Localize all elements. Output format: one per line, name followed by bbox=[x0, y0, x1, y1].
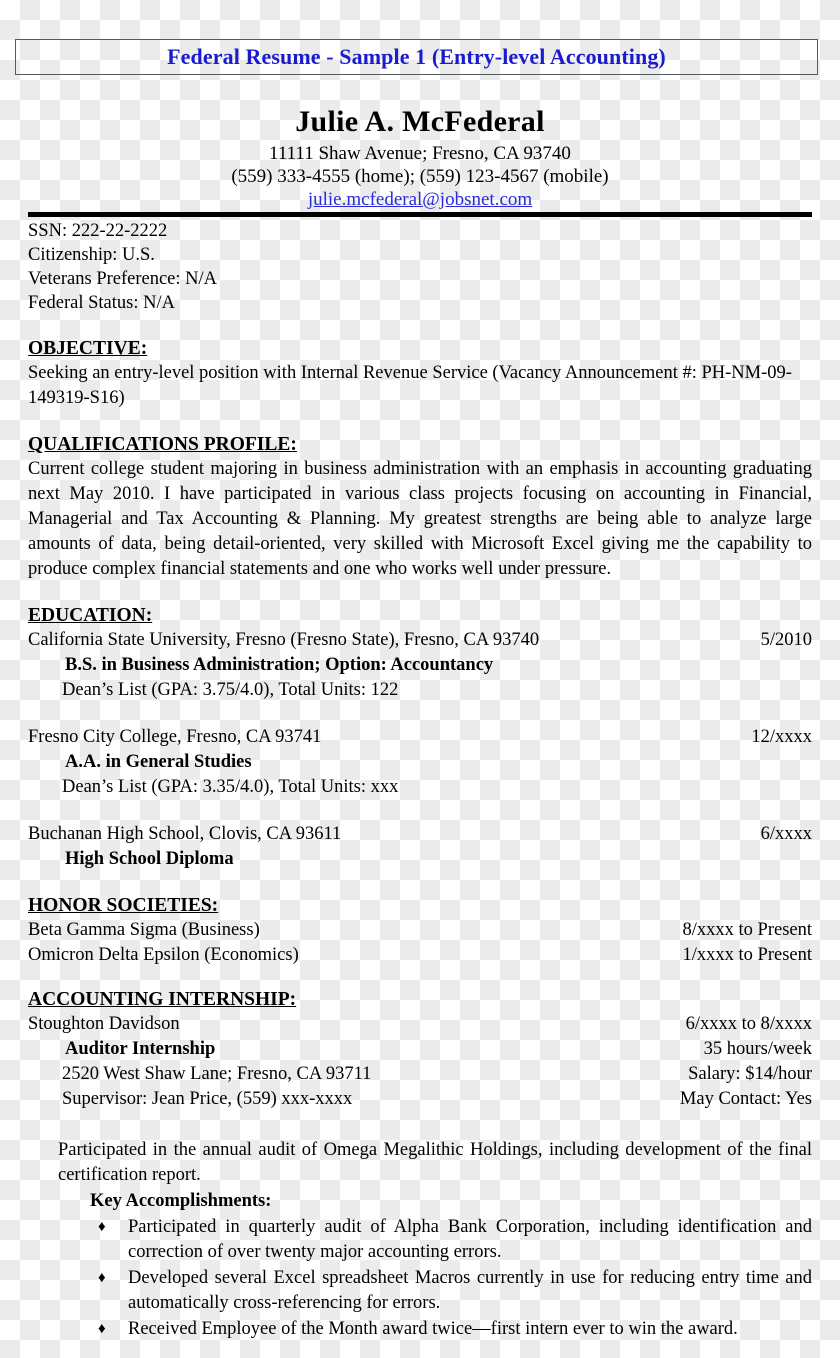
education-school-row bbox=[28, 725, 812, 750]
education-school-row bbox=[28, 628, 812, 653]
resume-body bbox=[28, 219, 812, 1342]
education-date: 12/xxxx bbox=[751, 727, 812, 747]
objective-section bbox=[28, 337, 812, 411]
internship-position-row bbox=[28, 1037, 812, 1062]
qualifications-text: Current college student majoring in business administration with an emphasis in accounting graduating next May 2010. I have participated in various class projects focusing on accounting in Financial, Managerial and Tax Accounting & Planning. My greatest strengths are being able to analyze large amounts of data, being detail-oriented, very skilled with Microsoft Excel giving me the capability to produce complex financial statements and one who works well under pressure. bbox=[28, 459, 812, 579]
candidate-phones: (559) 333-4555 (home); (559) 123-4567 (mobile) bbox=[231, 166, 609, 187]
list-item-text: Participated in quarterly audit of Alpha Bank Corporation, including identification and correction of over twenty major accounting errors. bbox=[128, 1217, 812, 1262]
diamond-bullet-icon: ♦ bbox=[98, 1219, 106, 1235]
internship-hours: 35 hours/week bbox=[703, 1039, 812, 1059]
internship-address-row bbox=[28, 1062, 812, 1087]
qualifications-heading: QUALIFICATIONS PROFILE: bbox=[28, 434, 297, 455]
objective-heading: OBJECTIVE: bbox=[28, 338, 148, 359]
internship-may-contact: May Contact: Yes bbox=[679, 1089, 812, 1109]
banner-title-text: Federal Resume - Sample 1 (Entry-level Accounting) bbox=[167, 44, 666, 69]
internship-address: 2520 West Shaw Lane; Fresno, CA 93711 bbox=[62, 1064, 372, 1084]
veterans-preference-line: Veterans Preference: N/A bbox=[28, 269, 218, 289]
honor-society-date: 1/xxxx to Present bbox=[682, 945, 812, 965]
spacer bbox=[28, 800, 812, 822]
objective-text: Seeking an entry-level position with Internal Revenue Service (Vacancy Announcement #: PH-NM-09-149319-S16) bbox=[28, 363, 792, 408]
list-item bbox=[28, 1266, 812, 1316]
federal-status-line: Federal Status: N/A bbox=[28, 293, 175, 313]
key-accomplishments-heading: Key Accomplishments: bbox=[90, 1191, 272, 1211]
key-accomplishments-list bbox=[28, 1215, 812, 1342]
internship-salary: Salary: $14/hour bbox=[688, 1064, 812, 1084]
candidate-name: Julie A. McFederal bbox=[295, 105, 545, 138]
education-entry bbox=[28, 725, 812, 800]
diamond-bullet-icon: ♦ bbox=[98, 1321, 106, 1337]
candidate-email-line bbox=[0, 188, 840, 211]
internship-heading: ACCOUNTING INTERNSHIP: bbox=[28, 989, 297, 1010]
education-school: Fresno City College, Fresno, CA 93741 bbox=[28, 727, 322, 747]
internship-supervisor-row bbox=[28, 1087, 812, 1112]
list-item bbox=[28, 1317, 812, 1342]
education-school: California State University, Fresno (Fresno State), Fresno, CA 93740 bbox=[28, 630, 540, 650]
honor-society-row bbox=[28, 943, 812, 968]
honor-societies-section bbox=[28, 894, 812, 968]
spacer bbox=[28, 703, 812, 725]
identity-block bbox=[28, 219, 812, 315]
education-detail: Dean’s List (GPA: 3.75/4.0), Total Units: 122 bbox=[62, 680, 399, 700]
list-item bbox=[28, 1215, 812, 1265]
honor-societies-heading: HONOR SOCIETIES: bbox=[28, 895, 219, 916]
education-degree: A.A. in General Studies bbox=[65, 752, 252, 772]
internship-section bbox=[28, 988, 812, 1342]
education-entry bbox=[28, 822, 812, 872]
candidate-address: 11111 Shaw Avenue; Fresno, CA 93740 bbox=[269, 143, 571, 164]
education-detail: Dean’s List (GPA: 3.35/4.0), Total Units: xxx bbox=[62, 777, 399, 797]
education-degree: B.S. in Business Administration; Option: Accountancy bbox=[65, 655, 494, 675]
honor-society-name: Beta Gamma Sigma (Business) bbox=[28, 920, 260, 940]
email-link[interactable]: julie.mcfederal@jobsnet.com bbox=[307, 189, 533, 210]
diamond-bullet-icon: ♦ bbox=[98, 1270, 106, 1286]
honor-society-row bbox=[28, 918, 812, 943]
internship-position: Auditor Internship bbox=[65, 1039, 216, 1059]
citizenship-line: Citizenship: U.S. bbox=[28, 245, 155, 265]
education-date: 6/xxxx bbox=[760, 824, 812, 844]
education-school-row bbox=[28, 822, 812, 847]
education-section bbox=[28, 604, 812, 872]
internship-supervisor: Supervisor: Jean Price, (559) xxx-xxxx bbox=[62, 1089, 353, 1109]
list-item-text: Developed several Excel spreadsheet Macros currently in use for reducing entry time and automatically cross-referencing for errors. bbox=[128, 1268, 812, 1313]
internship-employer: Stoughton Davidson bbox=[28, 1014, 180, 1034]
header-divider-rule bbox=[28, 212, 812, 217]
education-degree: High School Diploma bbox=[65, 849, 234, 869]
list-item-text: Received Employee of the Month award twice—first intern ever to win the award. bbox=[128, 1319, 738, 1339]
honor-society-name: Omicron Delta Epsilon (Economics) bbox=[28, 945, 299, 965]
ssn-line: SSN: 222-22-2222 bbox=[28, 221, 168, 241]
education-date: 5/2010 bbox=[760, 630, 812, 650]
honor-society-date: 8/xxxx to Present bbox=[682, 920, 812, 940]
internship-description: Participated in the annual audit of Omega Megalithic Holdings, including development of the final certification report. bbox=[58, 1140, 812, 1185]
internship-employer-row bbox=[28, 1012, 812, 1037]
internship-dates: 6/xxxx to 8/xxxx bbox=[685, 1014, 812, 1034]
banner-title-box bbox=[15, 39, 818, 75]
education-school: Buchanan High School, Clovis, CA 93611 bbox=[28, 824, 342, 844]
education-entry bbox=[28, 628, 812, 703]
education-heading: EDUCATION: bbox=[28, 605, 153, 626]
qualifications-section bbox=[28, 433, 812, 582]
